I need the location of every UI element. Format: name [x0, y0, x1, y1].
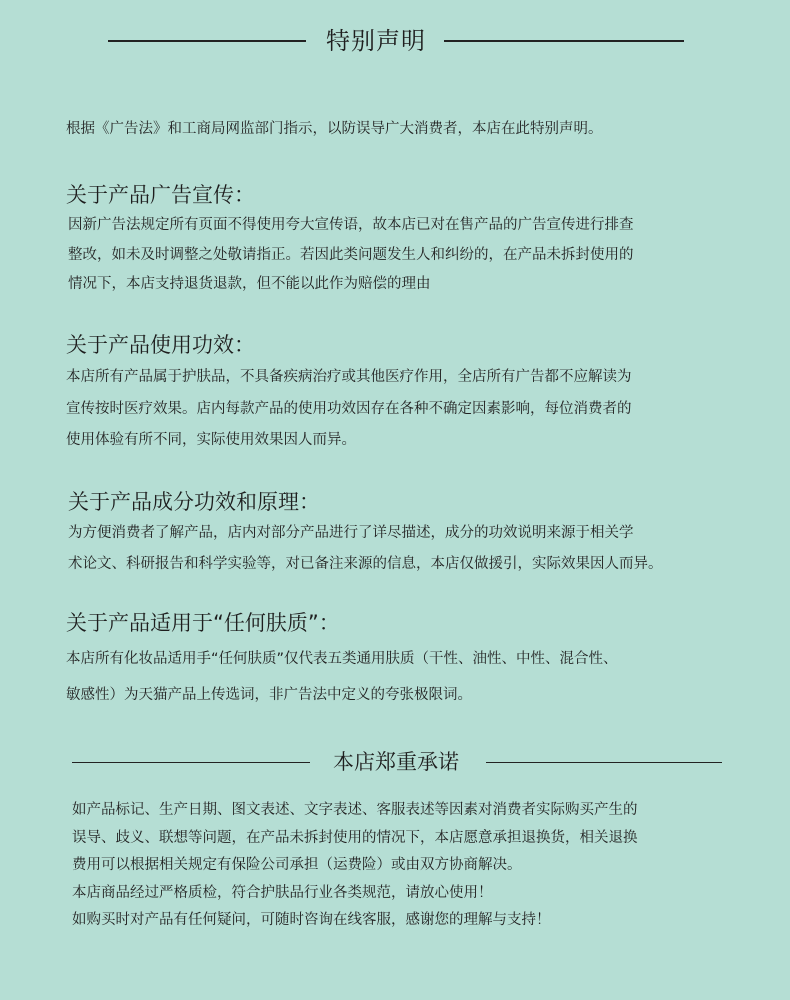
promise-line: 费用可以根据相关规定有保险公司承担（运费险）或由双方协商解决。	[72, 857, 522, 873]
header-right-divider	[444, 40, 684, 42]
section-ingredients	[68, 487, 663, 578]
section-heading: 关于产品广告宣传：	[66, 183, 255, 207]
page-title: 特别声明	[326, 27, 426, 55]
section-line: 本店所有化妆品适用手“任何肤质”仅代表五类通用肤质（干性、油性、中性、混合性、	[66, 651, 618, 667]
promise-line: 本店商品经过严格质检，符合护肤品行业各类规范，请放心使用！	[72, 884, 493, 901]
promise-title: 本店郑重承诺	[333, 750, 459, 774]
section-line: 为方便消费者了解产品，店内对部分产品进行了详尽描述，成分的功效说明来源于相关学	[68, 525, 634, 541]
section-line: 宣传按时医疗效果。店内每款产品的使用功效因存在各种不确定因素影响，每位消费者的	[66, 400, 632, 417]
section-heading: 关于产品适用于“任何肤质”：	[66, 611, 340, 635]
section-skin-types	[66, 608, 618, 709]
header	[0, 21, 790, 61]
promise-header	[0, 742, 790, 782]
section-line: 敏感性）为天猫产品上传选词，非广告法中定义的夸张极限词。	[66, 686, 472, 703]
section-line: 因新广告法规定所有页面不得使用夸大宣传语，故本店已对在售产品的广告宣传进行排查	[68, 217, 634, 233]
section-heading: 关于产品使用功效：	[66, 333, 255, 357]
section-line: 使用体验有所不同，实际使用效果因人而异。	[66, 432, 356, 448]
section-advertising	[66, 180, 634, 299]
section-line: 情况下，本店支持退货退款，但不能以此作为赔偿的理由	[68, 276, 431, 292]
section-heading: 关于产品成分功效和原理：	[68, 490, 320, 514]
header-left-divider	[108, 40, 306, 42]
promise-line: 如产品标记、生产日期、图文表述、文字表述、客服表述等因素对消费者实际购买产生的	[72, 802, 638, 818]
promise-line: 误导、歧义、联想等问题，在产品未拆封使用的情况下，本店愿意承担退换货，相关退换	[72, 829, 638, 846]
promise-right-divider	[486, 762, 722, 763]
section-line: 本店所有产品属于护肤品，不具备疾病治疗或其他医疗作用，全店所有广告都不应解读为	[66, 369, 632, 385]
promise-left-divider	[72, 762, 310, 763]
promise-line: 如购买时对产品有任何疑问，可随时咨询在线客服，感谢您的理解与支持！	[72, 912, 551, 928]
section-line: 整改，如未及时调整之处敬请指正。若因此类问题发生人和纠纷的，在产品未拆封使用的	[68, 246, 634, 263]
section-efficacy	[66, 330, 632, 455]
intro-statement: 根据《广告法》和工商局网监部门指示，以防误导广大消费者，本店在此特别声明。	[66, 121, 603, 137]
section-line: 术论文、科研报告和科学实验等，对已备注来源的信息，本店仅做援引，实际效果因人而异。	[68, 555, 663, 572]
promise-body	[72, 797, 638, 935]
